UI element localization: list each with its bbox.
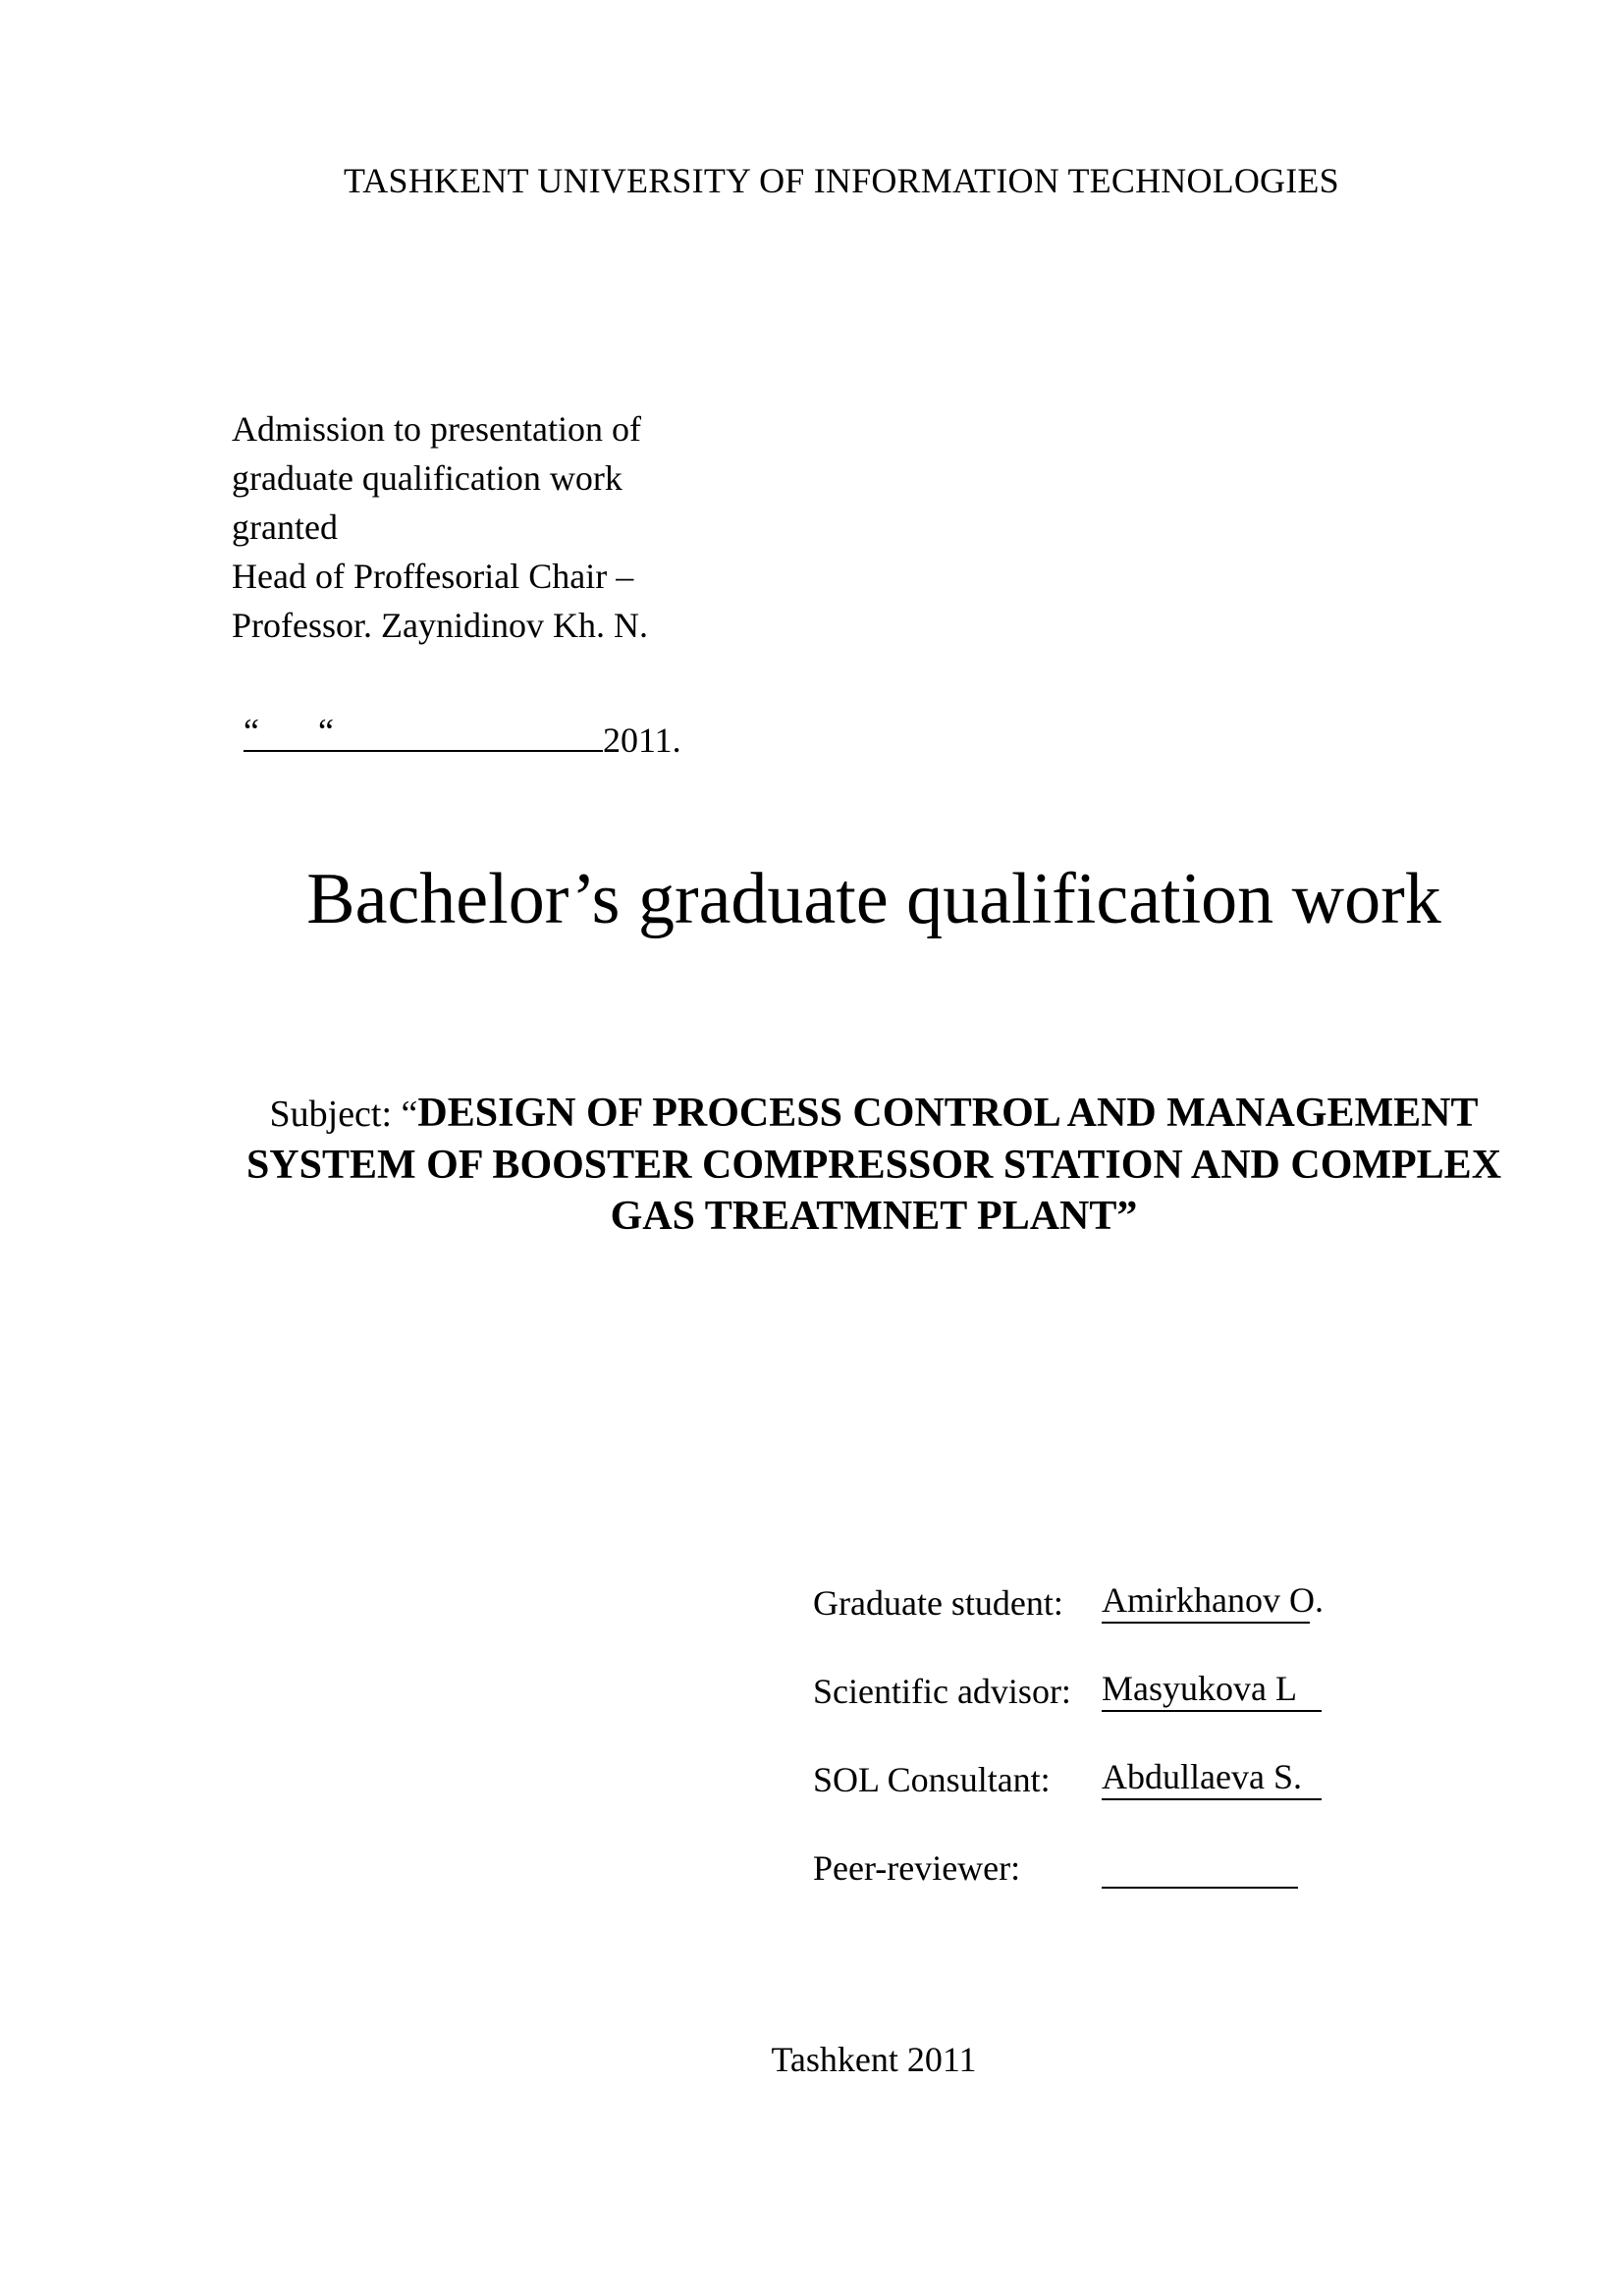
date-open-quote: “: [244, 712, 259, 751]
role-value: Masyukova L: [1102, 1671, 1322, 1712]
place-year: Tashkent 2011: [771, 2040, 977, 2079]
admission-line: graduate qualification work: [232, 458, 623, 498]
university-name: TASHKENT UNIVERSITY OF INFORMATION TECHNOLOGIES: [344, 161, 1339, 200]
date-close-quote: “: [318, 712, 334, 751]
admission-line: Admission to presentation of: [232, 409, 641, 449]
admission-line: granted: [232, 507, 338, 547]
date-year: 2011.: [603, 721, 681, 760]
role-value: [1102, 1847, 1298, 1889]
document-title: Bachelor’s graduate qualification work: [306, 859, 1441, 939]
admission-date-line: [244, 712, 681, 761]
role-label: SOL Consultant:: [813, 1760, 1051, 1799]
admission-line: Professor. Zaynidinov Kh. N.: [232, 606, 648, 645]
subject-block: [236, 1088, 1512, 1242]
role-value: Abdullaeva S.: [1102, 1759, 1322, 1800]
role-value: Amirkhanov O.: [1102, 1582, 1310, 1624]
admission-line: Head of Proffesorial Chair –: [232, 557, 634, 596]
role-label: Peer-reviewer:: [813, 1848, 1021, 1888]
admission-block: [232, 404, 648, 650]
role-label: Scientific advisor:: [813, 1672, 1071, 1711]
subject-label: Subject: “: [269, 1094, 418, 1135]
subject-text: DESIGN OF PROCESS CONTROL AND MANAGEMENT SYSTEM OF BOOSTER COMPRESSOR STATION AND COMPLEX GAS TREATMNET PLANT”: [245, 1091, 1502, 1239]
date-blank: [244, 712, 603, 752]
role-label: Graduate student:: [813, 1583, 1063, 1623]
